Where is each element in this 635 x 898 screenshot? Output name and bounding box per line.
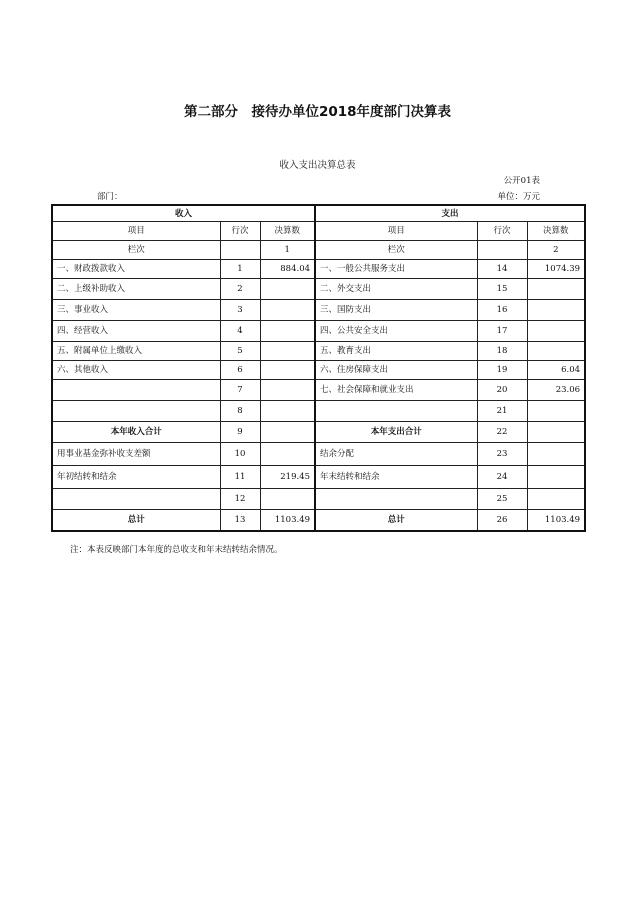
income-item-cell: 二、上级补助收入 [52, 279, 220, 300]
table-row [52, 466, 585, 489]
expense-item-cell: 一、一般公共服务支出 [315, 260, 477, 279]
expense-item-cell: 五、教育支出 [315, 342, 477, 361]
income-amount-cell [260, 401, 315, 422]
income-amount-cell [260, 489, 315, 510]
income-item-cell: 用事业基金弥补收支差额 [52, 443, 220, 466]
table-row [52, 361, 585, 380]
expense-row-no-cell: 18 [477, 342, 527, 361]
expense-amount-cell: 23.06 [527, 380, 585, 401]
table-row [52, 401, 585, 422]
expense-amount-cell [527, 443, 585, 466]
income-amount-cell: 219.45 [260, 466, 315, 489]
income-item-cell [52, 489, 220, 510]
income-row-no-cell: 12 [220, 489, 260, 510]
expense-row-no-cell: 26 [477, 510, 527, 532]
table-title: 收入支出决算总表 [279, 160, 356, 171]
income-amount-cell [260, 300, 315, 321]
income-item-cell: 五、附属单位上缴收入 [52, 342, 220, 361]
income-row-no-cell: 8 [220, 401, 260, 422]
expense-amount-cell [527, 342, 585, 361]
expense-row-no-cell: 24 [477, 466, 527, 489]
expense-row-no-cell: 17 [477, 321, 527, 342]
income-amount-cell [260, 321, 315, 342]
expense-item-cell: 四、公共安全支出 [315, 321, 477, 342]
table-row [52, 380, 585, 401]
income-row-no-cell: 3 [220, 300, 260, 321]
expense-item-cell: 二、外交支出 [315, 279, 477, 300]
expense-amount-cell [527, 489, 585, 510]
table-row [52, 342, 585, 361]
expense-amount-cell [527, 321, 585, 342]
form-code: 公开01表 [503, 176, 540, 186]
expense-row-no-cell: 22 [477, 422, 527, 443]
income-row-no-cell: 13 [220, 510, 260, 532]
expense-item-cell [315, 401, 477, 422]
unit-label: 单位：万元 [497, 192, 540, 202]
income-item-cell: 六、其他收入 [52, 361, 220, 380]
expense-row-no-cell: 19 [477, 361, 527, 380]
expense-amount-cell [527, 279, 585, 300]
expense-row-no-cell: 21 [477, 401, 527, 422]
income-amount-cell [260, 380, 315, 401]
expense-row-no-cell: 14 [477, 260, 527, 279]
income-amount-cell: 884.04 [260, 260, 315, 279]
expense-row-no-cell: 23 [477, 443, 527, 466]
expense-amount-cell [527, 466, 585, 489]
income-amount-header: 决算数 [260, 222, 315, 241]
expense-amount-cell [527, 422, 585, 443]
income-item-cell [52, 401, 220, 422]
expense-amount-cell: 1103.49 [527, 510, 585, 532]
expense-column-label: 栏次 [315, 241, 477, 260]
expense-amount-cell [527, 401, 585, 422]
expense-item-cell: 总计 [315, 510, 477, 532]
income-row-no-cell: 1 [220, 260, 260, 279]
column-header-row [52, 222, 585, 241]
expense-amount-cell: 1074.39 [527, 260, 585, 279]
income-item-cell [52, 380, 220, 401]
expense-row-no-cell: 20 [477, 380, 527, 401]
income-expense-table [51, 204, 586, 532]
income-item-cell: 总计 [52, 510, 220, 532]
expense-item-cell: 六、住房保障支出 [315, 361, 477, 380]
income-item-cell: 本年收入合计 [52, 422, 220, 443]
table-row [52, 321, 585, 342]
table-row [52, 300, 585, 321]
income-item-cell: 一、财政拨款收入 [52, 260, 220, 279]
table-row [52, 443, 585, 466]
income-amount-cell [260, 422, 315, 443]
income-row-no-cell: 6 [220, 361, 260, 380]
expense-amount-header: 决算数 [527, 222, 585, 241]
expense-row-no-header: 行次 [477, 222, 527, 241]
income-row-no-cell: 4 [220, 321, 260, 342]
income-amount-cell: 1103.49 [260, 510, 315, 532]
expense-item-cell: 七、社会保障和就业支出 [315, 380, 477, 401]
expense-header: 支出 [315, 205, 585, 222]
expense-item-cell: 年末结转和结余 [315, 466, 477, 489]
income-row-no-cell: 2 [220, 279, 260, 300]
empty-cell [220, 241, 260, 260]
expense-row-no-cell: 15 [477, 279, 527, 300]
column-label-row [52, 241, 585, 260]
income-item-cell: 三、事业收入 [52, 300, 220, 321]
table-row [52, 260, 585, 279]
table-row [52, 422, 585, 443]
expense-amount-cell: 6.04 [527, 361, 585, 380]
expense-amount-cell [527, 300, 585, 321]
income-item-cell: 年初结转和结余 [52, 466, 220, 489]
department-label: 部门： [97, 192, 123, 202]
income-amount-cell [260, 279, 315, 300]
income-row-no-cell: 9 [220, 422, 260, 443]
income-column-label: 栏次 [52, 241, 220, 260]
expense-item-header: 项目 [315, 222, 477, 241]
expense-item-cell [315, 489, 477, 510]
empty-cell [477, 241, 527, 260]
income-row-no-cell: 7 [220, 380, 260, 401]
expense-row-no-cell: 25 [477, 489, 527, 510]
income-item-cell: 四、经营收入 [52, 321, 220, 342]
income-row-no-cell: 10 [220, 443, 260, 466]
expense-item-cell: 三、国防支出 [315, 300, 477, 321]
expense-item-cell: 本年支出合计 [315, 422, 477, 443]
section-header-row [52, 205, 585, 222]
income-row-no-cell: 5 [220, 342, 260, 361]
income-row-no-cell: 11 [220, 466, 260, 489]
income-header: 收入 [52, 205, 315, 222]
part-title: 第二部分 接待办单位2018年度部门决算表 [183, 104, 452, 120]
table-row [52, 510, 585, 532]
footnote: 注：本表反映部门本年度的总收支和年末结转结余情况。 [70, 545, 283, 555]
income-amount-cell [260, 361, 315, 380]
expense-item-cell: 结余分配 [315, 443, 477, 466]
table-row [52, 489, 585, 510]
income-amount-cell [260, 443, 315, 466]
table-row [52, 279, 585, 300]
income-amount-cell [260, 342, 315, 361]
income-column-no: 1 [260, 241, 315, 260]
income-item-header: 项目 [52, 222, 220, 241]
income-row-no-header: 行次 [220, 222, 260, 241]
expense-row-no-cell: 16 [477, 300, 527, 321]
expense-column-no: 2 [527, 241, 585, 260]
